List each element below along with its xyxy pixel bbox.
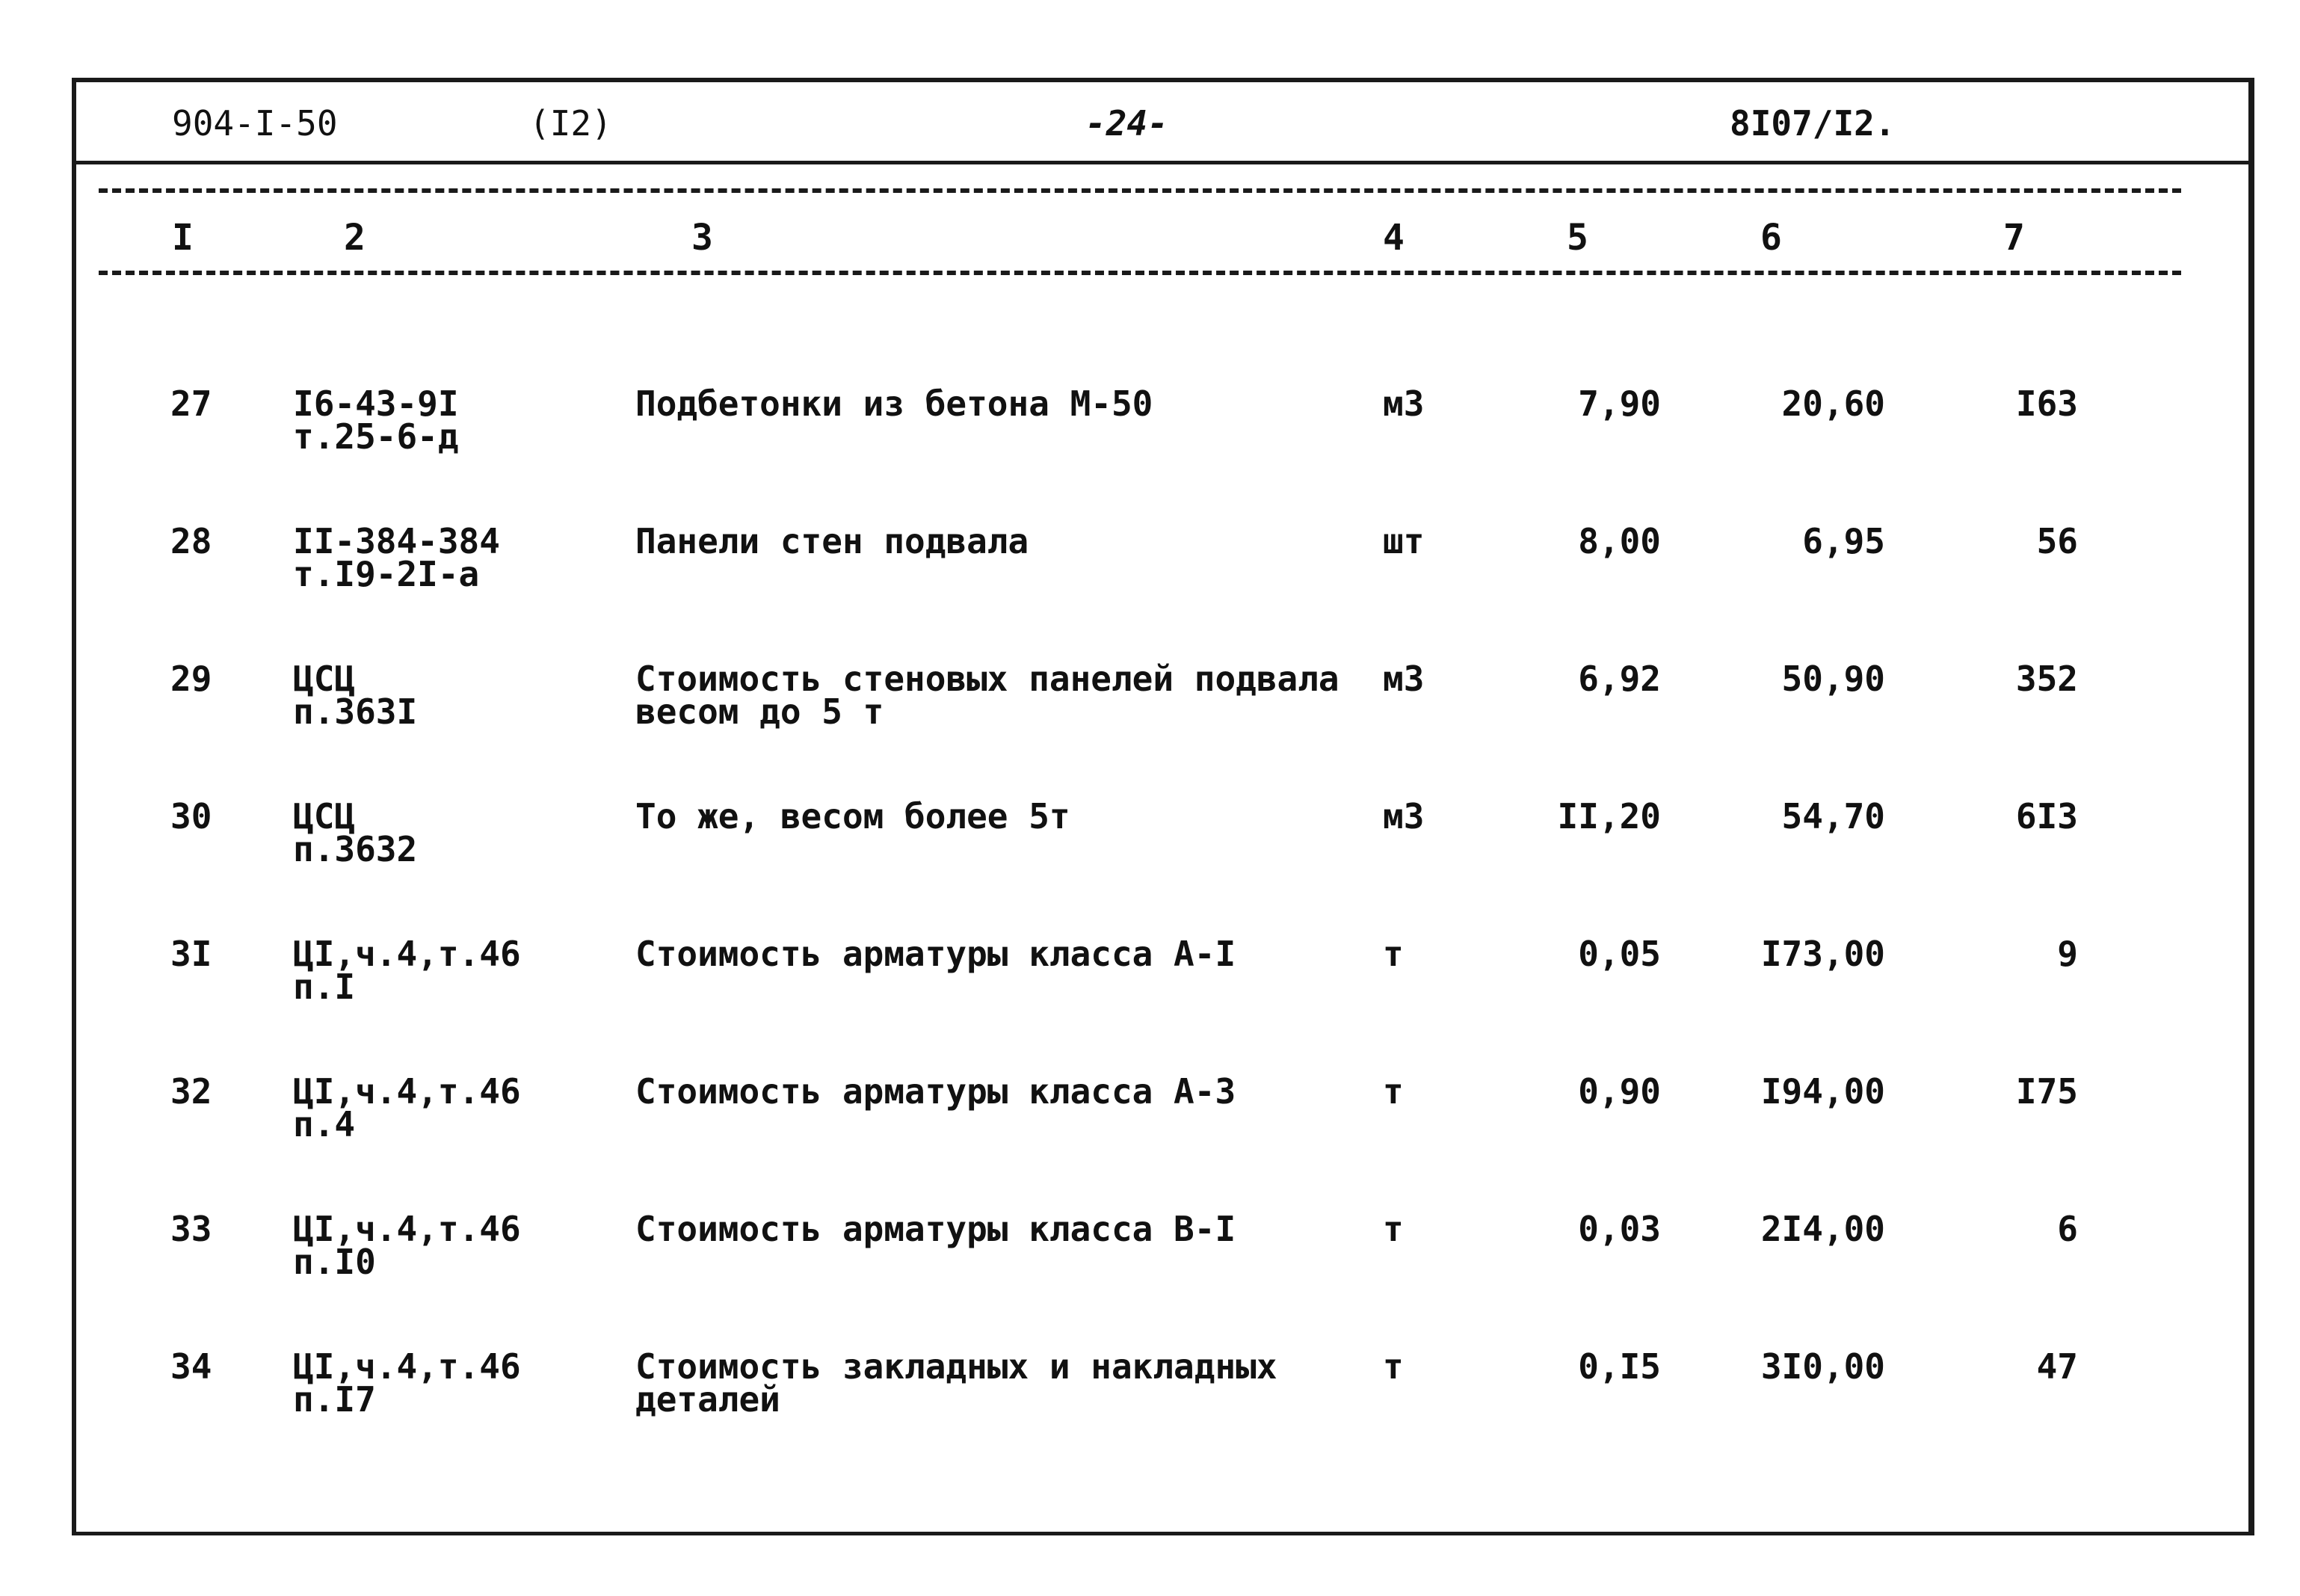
row-description-line-1: Подбетонки из бетона М-50 [635, 383, 1153, 424]
row-reference [293, 1071, 521, 1144]
row-price: 50,90 [1781, 659, 1885, 699]
row-quantity: 0,90 [1578, 1071, 1661, 1112]
row-description [635, 521, 1029, 561]
row-reference [293, 934, 521, 1007]
row-number: 28 [170, 521, 212, 561]
row-reference-line-2: т.25-6-д [293, 416, 459, 457]
row-number: 27 [170, 383, 212, 424]
row-description-line-1: Стоимость арматуры класса А-3 [635, 1071, 1236, 1112]
row-unit: шт [1383, 521, 1425, 561]
row-reference [293, 1209, 521, 1282]
row-total: 47 [2036, 1346, 2078, 1387]
table-top-divider [99, 188, 2181, 193]
row-unit: т [1383, 1209, 1404, 1249]
row-unit: т [1383, 1071, 1404, 1112]
row-quantity: 6,92 [1578, 659, 1661, 699]
row-price: 2I4,00 [1760, 1209, 1885, 1249]
row-number: 30 [170, 796, 212, 836]
row-total: I75 [2015, 1071, 2078, 1112]
row-description [635, 1209, 1236, 1249]
document-header [76, 82, 2248, 164]
row-description-line-1: Стоимость закладных и накладных [635, 1346, 1277, 1387]
column-header-3: 3 [691, 217, 713, 259]
row-reference [293, 383, 459, 457]
row-total: 352 [2015, 659, 2078, 699]
row-number: 32 [170, 1071, 212, 1112]
column-header-1: I [172, 217, 194, 259]
row-description [635, 934, 1236, 974]
row-price: I94,00 [1760, 1071, 1885, 1112]
row-unit: т [1383, 934, 1404, 974]
column-header-4: 4 [1383, 217, 1405, 259]
row-description-line-1: Стоимость арматуры класса В-I [635, 1209, 1236, 1249]
table-header-divider [99, 271, 2181, 275]
row-reference-line-2: п.3632 [293, 829, 418, 869]
row-description [635, 796, 1070, 836]
row-quantity: 0,03 [1578, 1209, 1661, 1249]
row-reference-line-2: п.I [293, 967, 356, 1007]
row-reference [293, 1346, 521, 1420]
row-reference-line-2: п.363I [293, 691, 418, 732]
row-reference-line-1: II-384-384 [293, 521, 500, 561]
row-unit: т [1383, 1346, 1404, 1387]
column-header-2: 2 [344, 217, 366, 259]
row-reference-line-2: т.I9-2I-а [293, 554, 480, 594]
row-reference-line-2: п.4 [293, 1104, 356, 1144]
row-reference-line-1: ЦI,ч.4,т.46 [293, 1209, 521, 1249]
row-reference-line-1: ЦI,ч.4,т.46 [293, 934, 521, 974]
row-number: 29 [170, 659, 212, 699]
row-reference [293, 659, 418, 732]
row-price: 54,70 [1781, 796, 1885, 836]
row-description [635, 383, 1153, 424]
column-header-7: 7 [2003, 217, 2025, 259]
row-total: 6 [2057, 1209, 2078, 1249]
row-description-line-1: Панели стен подвала [635, 521, 1029, 561]
column-header-5: 5 [1567, 217, 1588, 259]
row-reference-line-2: п.I0 [293, 1242, 376, 1282]
row-reference-line-1: ЦI,ч.4,т.46 [293, 1071, 521, 1112]
row-total: 6I3 [2015, 796, 2078, 836]
row-reference [293, 521, 500, 594]
row-number: 34 [170, 1346, 212, 1387]
row-price: 3I0,00 [1760, 1346, 1885, 1387]
document-number: 8I07/I2. [1730, 103, 1896, 144]
column-header-6: 6 [1760, 217, 1782, 259]
row-reference-line-1: ЦСЦ [293, 659, 356, 699]
row-description-line-1: Стоимость стеновых панелей подвала [635, 659, 1339, 699]
row-total: 9 [2057, 934, 2078, 974]
row-description [635, 1071, 1236, 1112]
row-quantity: II,20 [1557, 796, 1661, 836]
row-reference-line-1: ЦСЦ [293, 796, 356, 836]
row-description-line-2: деталей [635, 1379, 780, 1420]
row-reference [293, 796, 418, 869]
row-number: 3I [170, 934, 212, 974]
row-reference-line-2: п.I7 [293, 1379, 376, 1420]
row-price: 6,95 [1802, 521, 1885, 561]
row-reference-line-1: ЦI,ч.4,т.46 [293, 1346, 521, 1387]
row-unit: м3 [1383, 796, 1425, 836]
document-section: (I2) [529, 103, 612, 144]
page-number: -24- [1085, 103, 1168, 144]
row-quantity: 7,90 [1578, 383, 1661, 424]
row-number: 33 [170, 1209, 212, 1249]
row-total: 56 [2036, 521, 2078, 561]
row-quantity: 0,05 [1578, 934, 1661, 974]
row-price: 20,60 [1781, 383, 1885, 424]
document-code: 904-I-50 [172, 103, 338, 144]
row-description-line-2: весом до 5 т [635, 691, 884, 732]
row-description [635, 1346, 1277, 1420]
row-quantity: 8,00 [1578, 521, 1661, 561]
row-quantity: 0,I5 [1578, 1346, 1661, 1387]
row-total: I63 [2015, 383, 2078, 424]
row-unit: м3 [1383, 659, 1425, 699]
row-price: I73,00 [1760, 934, 1885, 974]
row-description [635, 659, 1339, 732]
row-reference-line-1: I6-43-9I [293, 383, 459, 424]
row-description-line-1: Стоимость арматуры класса А-I [635, 934, 1236, 974]
row-description-line-1: То же, весом более 5т [635, 796, 1070, 836]
row-unit: м3 [1383, 383, 1425, 424]
